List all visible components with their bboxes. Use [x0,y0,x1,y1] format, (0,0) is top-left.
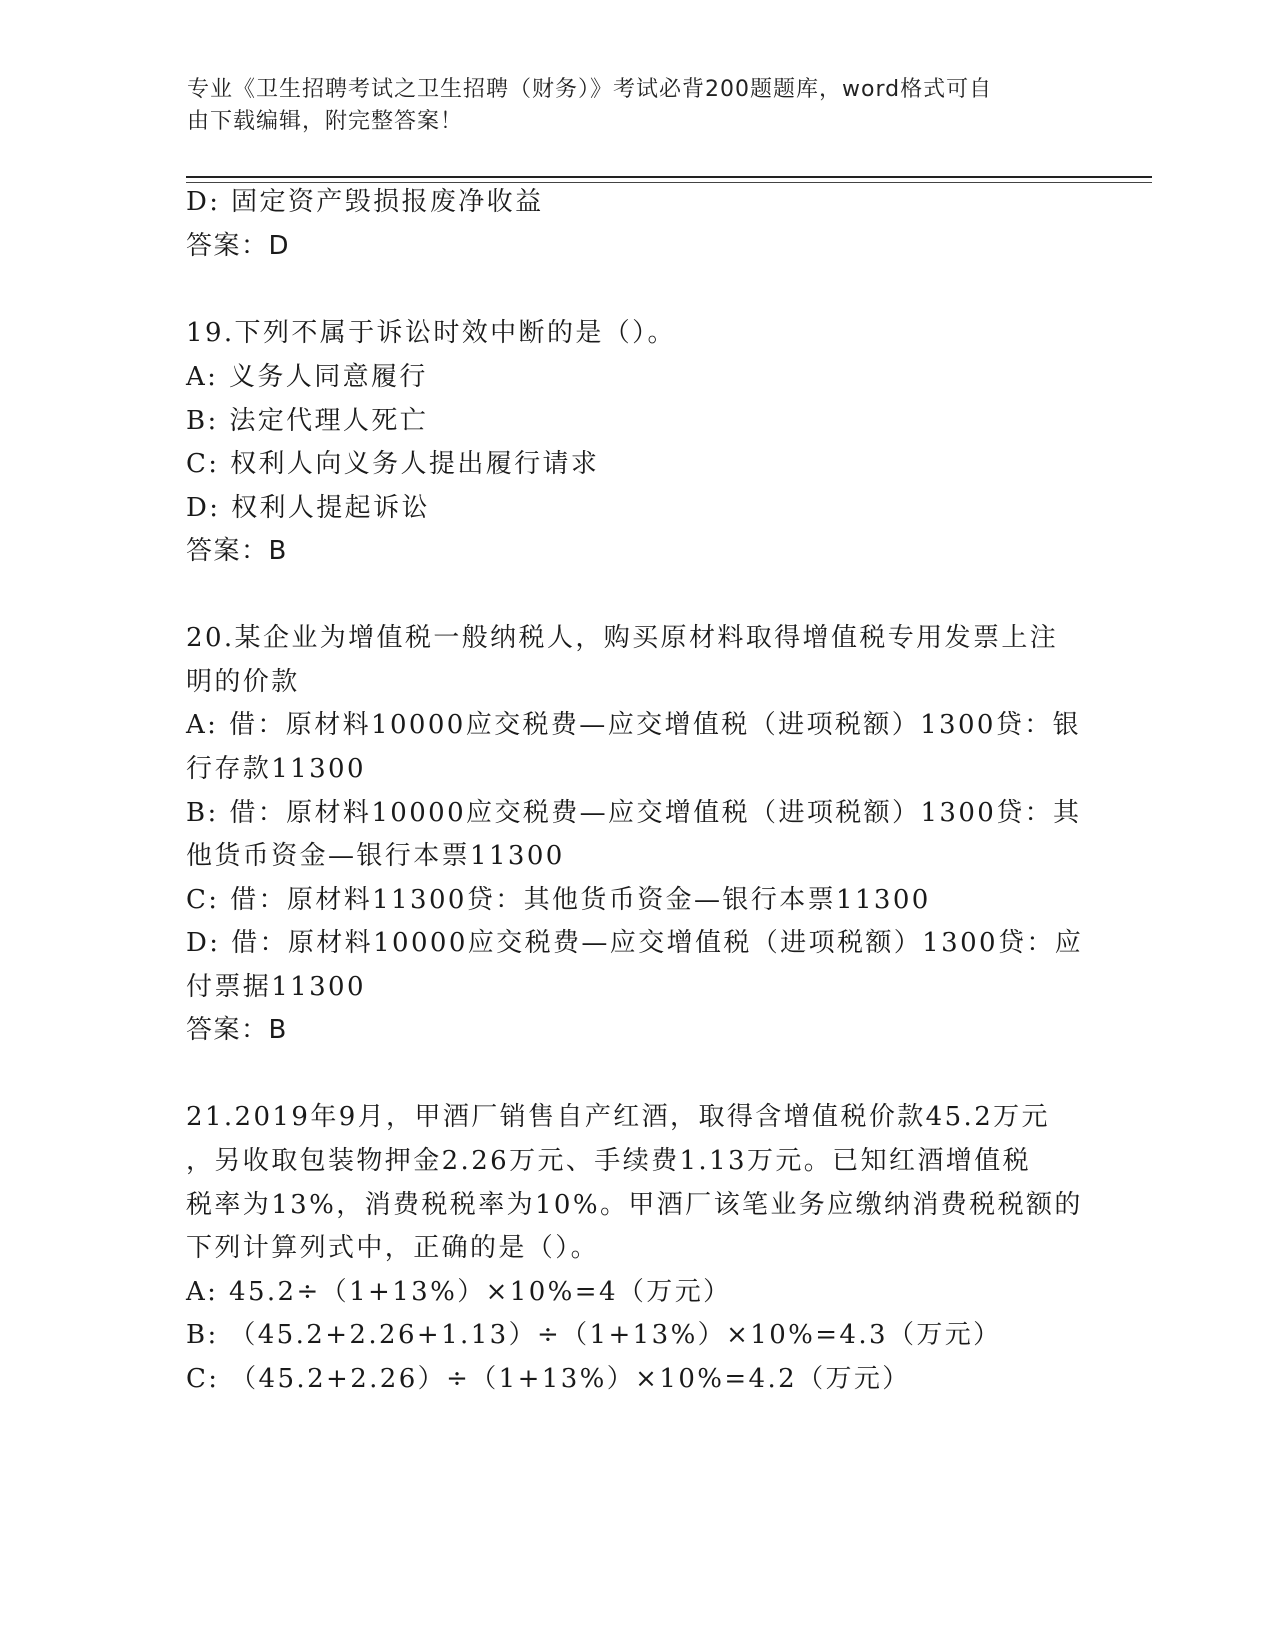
q21-option-c: C: （45.2+2.26）÷（1+13%）×10%=4.2（万元） [186,1364,911,1394]
q19-option-c: C: 权利人向义务人提出履行请求 [186,449,600,479]
q21-option-a: A: 45.2÷（1+13%）×10%=4（万元） [186,1277,732,1307]
q19-stem: 19.下列不属于诉讼时效中断的是（）。 [186,318,676,348]
q20-option-d-line-1: D: 借：原材料10000应交税费—应交增值税（进项税额）1300贷：应 [186,928,1084,958]
prev-option-d: D: 固定资产毁损报废净收益 [186,187,544,217]
q21-stem-line-1: 21.2019年9月，甲酒厂销售自产红酒，取得含增值税价款45.2万元 [186,1102,1050,1132]
q21-option-b: B: （45.2+2.26+1.13）÷（1+13%）×10%=4.3（万元） [186,1320,1002,1350]
prev-answer: 答案：D [186,231,291,261]
q20-option-c: C: 借：原材料11300贷：其他货币资金—银行本票11300 [186,885,931,915]
header-rule-thick [186,176,1152,178]
q19-option-d: D: 权利人提起诉讼 [186,493,430,523]
q21-stem-line-3: 税率为13%，消费税税率为10%。甲酒厂该笔业务应缴纳消费税税额的 [186,1190,1083,1220]
document-header [187,74,1067,138]
q19-answer: 答案：B [186,536,288,566]
q20-stem-line-1: 20.某企业为增值税一般纳税人，购买原材料取得增值税专用发票上注 [186,623,1059,653]
q20-option-b-line-2: 他货币资金—银行本票11300 [186,841,565,871]
q20-option-d-line-2: 付票据11300 [186,972,366,1002]
q20-option-a-line-2: 行存款11300 [186,754,366,784]
header-line-2: 由下载编辑，附完整答案！ [187,109,464,134]
q19-option-b: B: 法定代理人死亡 [186,406,429,436]
q20-stem-line-2: 明的价款 [186,667,300,697]
q19-option-a: A: 义务人同意履行 [186,362,428,392]
header-line-1: 专业《卫生招聘考试之卫生招聘（财务）》考试必背200题题库，word格式可自 [187,77,993,102]
q20-option-b-line-1: B: 借：原材料10000应交税费—应交增值税（进项税额）1300贷：其 [186,798,1082,828]
q21-stem-line-2: ，另收取包装物押金2.26万元、手续费1.13万元。已知红酒增值税 [186,1146,1031,1176]
q21-stem-line-4: 下列计算列式中，正确的是（）。 [186,1233,600,1263]
q20-answer: 答案：B [186,1015,288,1045]
q20-option-a-line-1: A: 借：原材料10000应交税费—应交增值税（进项税额）1300贷：银 [186,710,1082,740]
